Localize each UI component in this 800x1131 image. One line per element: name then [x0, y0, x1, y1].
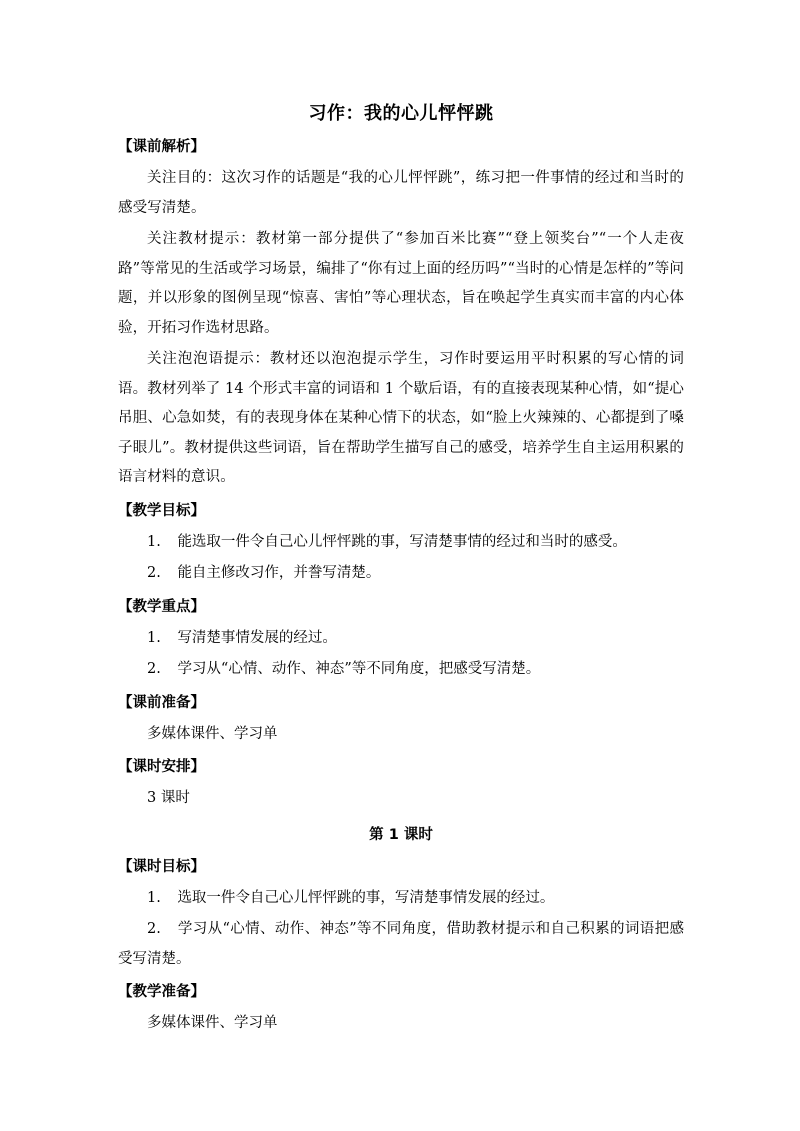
- goal-item-text: 能自主修改习作，并誊写清楚。: [177, 565, 381, 581]
- goal-item: [118, 559, 684, 589]
- lesson-goal-text: 学习从“心情、动作、神态”等不同角度，借助教材提示和自己积累的词语把感受写清楚。: [118, 921, 684, 967]
- analysis-paragraph-textbook: 关注教材提示：教材第一部分提供了“参加百米比赛”“登上领奖台”“一个人走夜路”等常见的生活或学习场景，编排了“你有过上面的经历吗”“当时的心情是怎样的”等问题，并以形象的图例呈现“惊喜、害怕”等心理状态，旨在唤起学生真实而丰富的内心体验，开拓习作选材思路。: [118, 231, 684, 336]
- focus-item: [118, 655, 684, 685]
- lesson-goal-item: [118, 884, 684, 914]
- lesson-goal-number: 1.: [147, 889, 161, 906]
- schedule-text: 3 课时: [147, 790, 190, 806]
- focus-item-number: 1.: [147, 629, 161, 646]
- section-heading-lesson-prep: 【教学准备】: [118, 984, 205, 1000]
- focus-item-text: 学习从“心情、动作、神态”等不同角度，把感受写清楚。: [177, 661, 541, 677]
- focus-item-text: 写清楚事情发展的经过。: [177, 629, 337, 646]
- section-heading-goals: 【教学目标】: [118, 502, 205, 519]
- goal-item: [118, 528, 684, 558]
- section-heading-prep: 【课前准备】: [118, 694, 205, 711]
- document-content: [118, 99, 684, 1041]
- goal-item-text: 能选取一件令自己心儿怦怦跳的事，写清楚事情的经过和当时的感受。: [177, 533, 627, 550]
- section-heading-schedule: 【课时安排】: [118, 759, 205, 775]
- focus-item: [118, 624, 684, 654]
- prep-text: 多媒体课件、学习单: [147, 725, 278, 742]
- goal-item-number: 2.: [147, 565, 161, 581]
- lesson-goal-number: 2.: [147, 921, 161, 937]
- focus-item-number: 2.: [147, 661, 161, 677]
- lesson-prep-text: 多媒体课件、学习单: [147, 1015, 278, 1031]
- section-heading-lesson-goals: 【课时目标】: [118, 858, 205, 875]
- lesson-goal-item: [118, 915, 684, 974]
- lesson-title: 第 1 课时: [369, 826, 433, 843]
- section-heading-focus: 【教学重点】: [118, 598, 205, 615]
- goal-item-number: 1.: [147, 533, 161, 550]
- lesson-goal-text: 选取一件令自己心儿怦怦跳的事，写清楚事情发展的经过。: [177, 889, 555, 906]
- section-heading-analysis: 【课前解析】: [118, 139, 205, 155]
- document-title: 习作：我的心儿怦怦跳: [308, 103, 494, 124]
- analysis-paragraph-bubble: 关注泡泡语提示：教材还以泡泡提示学生，习作时要运用平时积累的写心情的词语。教材列举了 14 个形式丰富的词语和 1 个歇后语，有的直接表现某种心情，如“提心吊胆、心急如焚，有的表现身体在某种心情下的状态，如“脸上火辣辣的、心都提到了嗓子眼儿”。教材提供这些词语，旨在帮助学生描写自己的感受，培养学生自主运用积累的语言材料的意识。: [118, 351, 684, 485]
- analysis-paragraph-purpose: 关注目的：这次习作的话题是“我的心儿怦怦跳”，练习把一件事情的经过和当时的感受写清楚。: [118, 170, 684, 216]
